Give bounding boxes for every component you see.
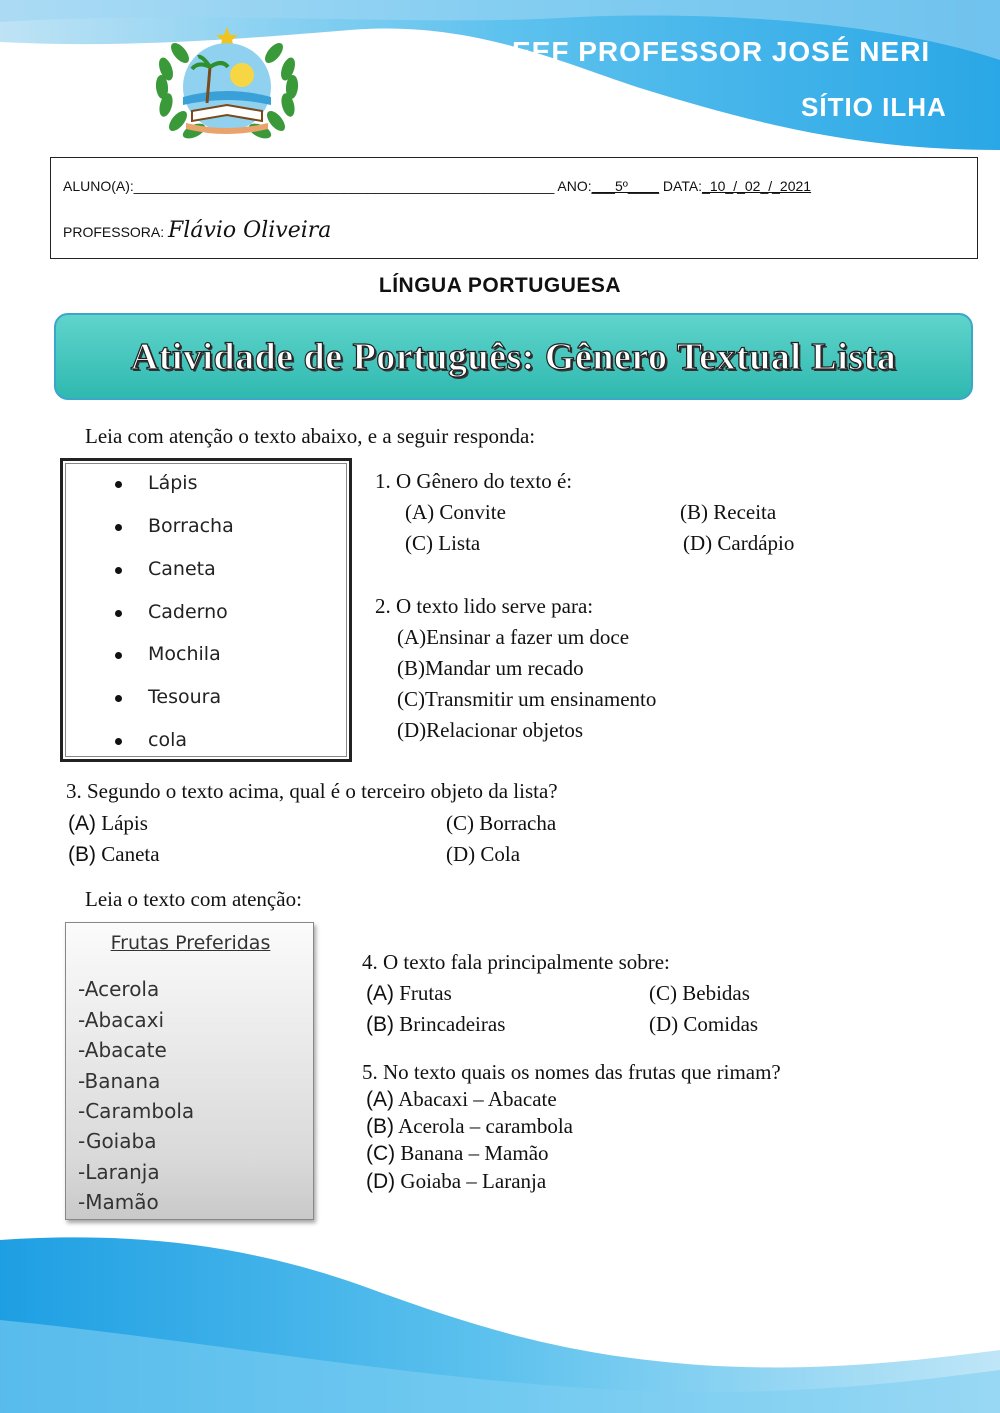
q5-option-c[interactable]: (C) Banana – Mamão [366, 1141, 549, 1165]
instruction-1: Leia com atenção o texto abaixo, e a seguir responda: [85, 424, 536, 448]
q5-option-a[interactable]: (A) Abacaxi – Abacate [366, 1087, 557, 1111]
q4-option-d[interactable]: (D) Comidas [649, 1012, 759, 1036]
date-value: _10_/_02_/_2021 [702, 178, 812, 194]
teacher-name: Flávio Oliveira [168, 218, 332, 243]
school-supplies-list: Lápis Borracha Caneta Caderno Mochila Tesoura cola [60, 458, 352, 762]
q1-option-c[interactable]: (C) Lista [405, 531, 481, 555]
q4-option-c[interactable]: (C) Bebidas [649, 981, 750, 1005]
school-location: SÍTIO ILHA [801, 92, 947, 122]
q5-option-d[interactable]: (D) Goiaba – Laranja [366, 1169, 547, 1193]
question-1: 1. O Gênero do texto é: [375, 469, 573, 493]
list-item: -Abacaxi [78, 1008, 165, 1032]
teacher-line [63, 218, 331, 243]
student-info-box [50, 157, 978, 259]
q1-option-a[interactable]: (A) Convite [405, 500, 506, 524]
q3-option-b[interactable]: (B) Caneta [68, 842, 160, 866]
header-wave [0, 0, 1000, 160]
list-item: -Laranja [78, 1160, 160, 1184]
list-item: -Goiaba [78, 1129, 157, 1153]
list-item: -Banana [78, 1069, 161, 1093]
q1-option-b[interactable]: (B) Receita [680, 500, 777, 524]
fruits-list-title: Frutas Preferidas [110, 932, 271, 954]
fruits-list [65, 922, 314, 1220]
bullet-icon [115, 481, 122, 488]
q2-option-c[interactable]: (C)Transmitir um ensinamento [397, 687, 657, 711]
q5-option-b[interactable]: (B) Acerola – carambola [366, 1114, 573, 1138]
school-logo [152, 25, 302, 143]
q2-option-a[interactable]: (A)Ensinar a fazer um doce [397, 625, 630, 649]
student-name-field[interactable]: ______________________________________________________ [133, 178, 555, 194]
q3-option-c[interactable]: (C) Borracha [446, 811, 557, 835]
teacher-label: PROFESSORA: [63, 224, 165, 240]
question-2: 2. O texto lido serve para: [375, 594, 594, 618]
list-item: -Mamão [78, 1190, 159, 1214]
bullet-icon [115, 567, 122, 574]
student-line [63, 178, 811, 194]
footer-wave [0, 1230, 1000, 1413]
activity-title: Atividade de Português: Gênero Textual Lista [130, 335, 897, 378]
q1-option-d[interactable]: (D) Cardápio [683, 531, 795, 555]
bullet-icon [115, 738, 122, 745]
activity-banner [54, 313, 973, 400]
question-4: 4. O texto fala principalmente sobre: [362, 950, 670, 974]
question-5: 5. No texto quais os nomes das frutas que rimam? [362, 1060, 781, 1084]
list-item: -Carambola [78, 1099, 195, 1123]
list-item: -Abacate [78, 1038, 167, 1062]
q3-option-d[interactable]: (D) Cola [446, 842, 521, 866]
school-name: EEF PROFESSOR JOSÉ NERI [512, 36, 931, 67]
year-value: ___5º____ [591, 178, 660, 194]
year-label: ANO: [557, 178, 592, 194]
q3-option-a[interactable]: (A) Lápis [68, 811, 148, 835]
subject-title: LÍNGUA PORTUGUESA [378, 274, 622, 297]
bullet-icon [115, 524, 122, 531]
bullet-icon [115, 610, 122, 617]
q2-option-d[interactable]: (D)Relacionar objetos [397, 718, 584, 742]
question-3: 3. Segundo o texto acima, qual é o terceiro objeto da lista? [66, 779, 558, 803]
student-label: ALUNO(A): [63, 178, 134, 194]
q2-option-b[interactable]: (B)Mandar um recado [397, 656, 584, 680]
date-label: DATA: [662, 178, 703, 194]
q4-option-a[interactable]: (A) Frutas [366, 981, 452, 1005]
q4-option-b[interactable]: (B) Brincadeiras [366, 1012, 506, 1036]
list-item: -Acerola [78, 977, 160, 1001]
bullet-icon [115, 652, 122, 659]
bullet-icon [115, 695, 122, 702]
instruction-2: Leia o texto com atenção: [85, 887, 302, 911]
